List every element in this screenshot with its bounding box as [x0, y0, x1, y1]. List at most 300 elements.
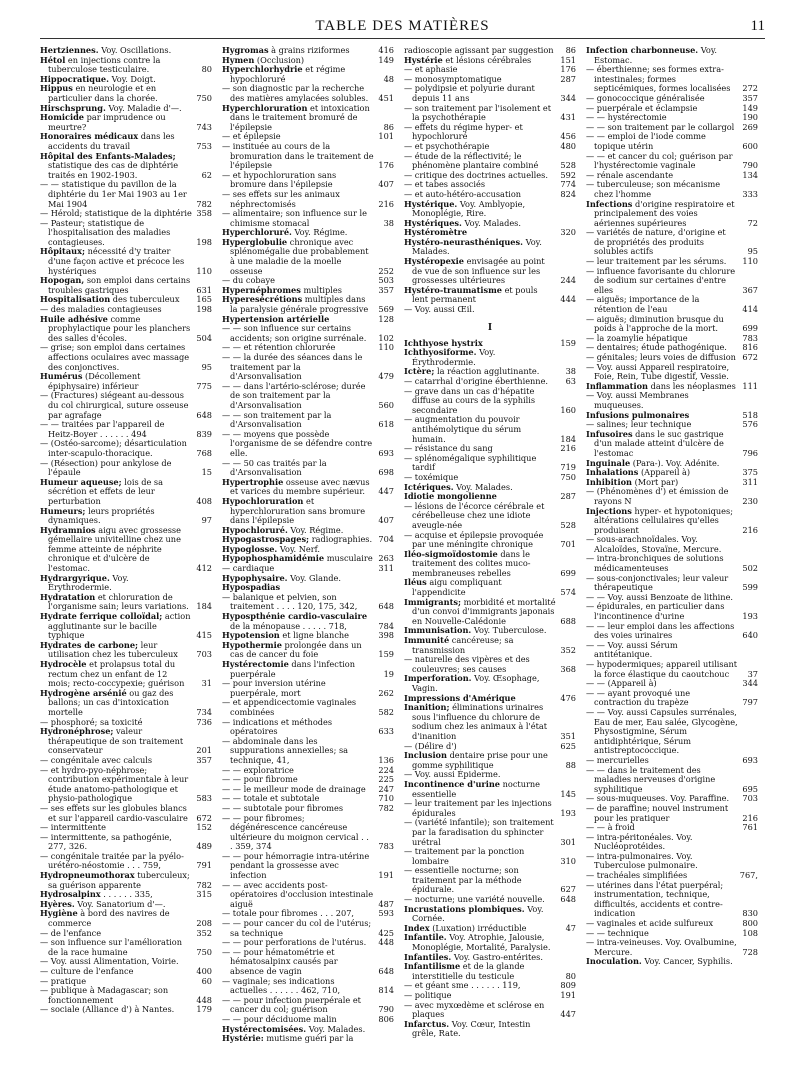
section-letter: I	[487, 322, 493, 333]
entry-text: — éberthienne; ses formes extra-intestinales; formes septicémiques, formes localisées	[586, 64, 731, 94]
entry-keyword: Inflammation	[586, 380, 648, 391]
index-entry	[586, 267, 758, 296]
index-entry	[40, 727, 212, 756]
entry-page-number: 576	[742, 419, 758, 430]
entry-page-number: 618	[378, 419, 394, 430]
entry-keyword: Infusoires	[586, 428, 633, 439]
entry-text: — Hérold; statistique de la diphtérie	[40, 208, 192, 219]
entry-text: — aiguës; importance de la rétention de l'eau	[586, 294, 700, 315]
entry-keyword: Hypogastrospages;	[222, 534, 310, 545]
entry-keyword: Hydrate ferrique colloïdal;	[40, 611, 163, 622]
index-entry	[404, 257, 576, 286]
entry-text: (Mort par)	[632, 476, 679, 487]
index-entry	[40, 180, 212, 209]
entry-text: cancéreuse; sa transmission	[412, 635, 514, 655]
entry-text: — pratique	[40, 975, 87, 986]
entry-page-number: 151	[560, 54, 576, 65]
entry-page-number: 782	[378, 802, 394, 813]
entry-text: statistique des cas de diphtérie traités en 1902-1903.	[48, 160, 179, 180]
entry-page-number: 252	[378, 265, 394, 276]
entry-page-number: 224	[378, 764, 394, 775]
entry-page-number: 412	[196, 563, 212, 574]
entry-keyword: Huile adhésive	[40, 313, 108, 324]
entry-text: — Voy. aussi Appareil respiratoire, Foie, Rein, Tube digestif, Vessie.	[586, 361, 730, 382]
entry-keyword: Hystérique.	[404, 198, 458, 209]
entry-keyword: Hystéro-traumatisme	[404, 284, 502, 295]
index-entry	[586, 507, 758, 536]
entry-page-number: 145	[560, 788, 576, 799]
entry-page-number: 775	[196, 380, 212, 391]
entry-text: mutisme guéri par la	[263, 1033, 354, 1044]
entry-keyword: Immigrants;	[404, 596, 461, 607]
entry-keyword: Incrustations plombiques.	[404, 903, 525, 914]
entry-keyword: Hyperchlorhydrie	[222, 64, 303, 75]
entry-keyword: Imperforation.	[404, 673, 472, 684]
entry-text: — tuberculeuse; son mécanisme chez l'homme	[586, 179, 721, 199]
entry-text: par imprudence ou meurtre?	[48, 112, 166, 132]
entry-text: Voy. Cœur, Intestin grêle, Rate.	[412, 1018, 531, 1039]
entry-text: tuberculeux; sa guérison apparente	[48, 870, 190, 890]
index-entry	[40, 641, 212, 660]
entry-page-number: 37	[747, 668, 758, 679]
entry-page-number: 750	[560, 471, 576, 482]
entry-keyword: Hypertension artérielle	[222, 313, 330, 324]
entry-keyword: Impressions d'Amérique	[404, 692, 516, 703]
entry-page-number: 15	[201, 467, 212, 478]
index-entry	[40, 315, 212, 344]
entry-page-number: 782	[196, 198, 212, 209]
entry-keyword: Injections	[586, 505, 632, 516]
index-entry	[586, 804, 758, 823]
entry-page-number: 244	[560, 275, 576, 286]
entry-text: — — dans l'artério-sclérose; durée de son traitement par la d'Arsonvalisation	[222, 380, 366, 410]
entry-page-number: 95	[747, 246, 758, 257]
entry-page-number: 743	[196, 121, 212, 132]
index-entry	[222, 1034, 394, 1044]
entry-keyword: Hydratation	[40, 591, 96, 602]
entry-page-number: 60	[201, 975, 212, 986]
entry-page-number: 110	[742, 256, 758, 267]
entry-text: — indications et méthodes opératoires	[222, 716, 333, 737]
entry-page-number: 230	[742, 495, 758, 506]
entry-text: éliminations urinaires sous l'influence du chlorure de sodium chez les animaux à l'état d'inanition	[412, 702, 548, 741]
entry-text: — nocturne; une variété nouvelle.	[404, 894, 545, 905]
entry-text: envisagée au point de vue de son influence sur les grossesses ultérieures	[412, 256, 545, 286]
entry-text: nécessité d'y traiter d'une façon active et précoce les hystériques	[48, 246, 185, 276]
entry-page-number: 703	[196, 649, 212, 660]
entry-keyword: Inanition;	[404, 702, 450, 713]
index-entry	[222, 641, 394, 660]
entry-keyword: Hypothermie	[222, 639, 282, 650]
entry-text: — totale pour fibromes . . . 207,	[222, 908, 355, 919]
entry-text: — — pour déciduome malin	[222, 1013, 337, 1024]
entry-keyword: Hyperchloruré.	[222, 227, 292, 238]
entry-text: Voy. Glande.	[287, 572, 341, 583]
entry-text: — critique des doctrines actuelles.	[404, 169, 548, 180]
entry-page-number: 38	[383, 217, 394, 228]
entry-page-number: 160	[560, 404, 576, 415]
entry-text: — — pour fibrome	[222, 774, 298, 785]
entry-text: — — 50 cas traités par la d'Arsonvalisation	[222, 457, 327, 478]
entry-text: et de la glande interstitielle du testicule	[412, 961, 525, 981]
entry-keyword: Immunisation.	[404, 625, 472, 636]
entry-text: — et hypochloruration sans bromure dans l'épilepsie	[222, 169, 337, 190]
index-entry	[404, 454, 576, 473]
entry-page-number: 672	[196, 812, 212, 823]
index-entry	[40, 439, 212, 458]
entry-page-number: 351	[560, 730, 576, 741]
entry-page-number: 791	[196, 860, 212, 871]
entry-page-number: 415	[196, 630, 212, 641]
entry-text: — — la durée des séances dans le traitement par la d'Arsonvalisation	[222, 352, 363, 382]
index-entry	[40, 986, 212, 1005]
entry-text: — instituée au cours de la bromuration dans le traitement de l'épilepsie	[222, 140, 374, 171]
entry-keyword: Hypochloruration	[222, 495, 304, 506]
entry-page-number: 184	[196, 601, 212, 612]
entry-page-number: 448	[378, 937, 394, 948]
index-entry	[40, 574, 212, 593]
entry-page-number: 128	[378, 313, 394, 324]
index-entry	[40, 372, 212, 391]
index-entry	[222, 698, 394, 717]
entry-keyword: Hystérectomisées.	[222, 1023, 307, 1034]
entry-page-number: 806	[378, 1013, 394, 1024]
entry-text: Voy. Maladie d'—.	[105, 102, 182, 113]
entry-page-number: 750	[196, 946, 212, 957]
entry-text: Voy. Malades.	[412, 236, 542, 257]
entry-page-number: 631	[196, 284, 212, 295]
index-entry	[40, 391, 212, 420]
entry-page-number: 648	[378, 966, 394, 976]
entry-page-number: 701	[560, 539, 576, 550]
entry-text: — intermittente	[40, 822, 106, 833]
entry-keyword: Hystérectomie	[222, 659, 289, 669]
index-entry	[586, 660, 758, 679]
entry-text: — cardiaque	[222, 563, 275, 574]
entry-page-number: 633	[378, 726, 394, 737]
entry-page-number: 315	[196, 889, 212, 900]
entry-page-number: 456	[560, 131, 576, 142]
entry-page-number: 179	[196, 1004, 212, 1015]
entry-text: et prolapsus total du rectum chez un enfant de 12 mois; recto-coccypexie; guérison	[48, 659, 185, 689]
index-entry	[586, 46, 758, 65]
entry-text: Voy. Cancer, Syphilis.	[641, 956, 733, 967]
entry-page-number: 582	[378, 706, 394, 717]
entry-page-number: 431	[560, 112, 576, 123]
entry-text: — gonococcique généralisée	[586, 92, 705, 103]
entry-page-number: 518	[742, 409, 758, 420]
entry-keyword: Incontinence d'urine	[404, 778, 501, 789]
entry-page-number: 216	[378, 198, 394, 209]
index-entry	[404, 152, 576, 171]
entry-page-number: 95	[201, 361, 212, 372]
entry-page-number: 262	[378, 687, 394, 698]
entry-page-number: 600	[742, 140, 758, 151]
entry-text: — lésions de l'écorce cérébrale et cérébelleuse chez une idiote aveugle-née	[404, 500, 545, 530]
entry-page-number: 528	[560, 160, 576, 171]
index-entry	[586, 602, 758, 621]
entry-page-number: 333	[742, 188, 758, 199]
entry-text: hyper- et hypotoniques; altérations cellulaires qu'elles produisent	[594, 505, 733, 535]
entry-text: — politique	[404, 990, 452, 1000]
index-entry	[40, 459, 212, 478]
entry-text: Voy. Nerf.	[277, 543, 320, 554]
entry-page-number: 375	[742, 467, 758, 478]
entry-text: Voy. Régime.	[291, 227, 348, 238]
entry-keyword: Hypochloruré.	[222, 524, 288, 535]
entry-page-number: 38	[565, 366, 576, 377]
index-entry	[404, 387, 576, 416]
entry-text: — et psychothérapie	[404, 140, 490, 151]
entry-page-number: 480	[560, 140, 576, 151]
entry-text: Voy. Malades.	[453, 481, 513, 492]
index-entry	[222, 919, 394, 938]
entry-keyword: Ictériques.	[404, 481, 454, 492]
entry-text: Voy. Estomac.	[594, 46, 717, 65]
entry-page-number: 416	[378, 46, 394, 55]
entry-keyword: Inguinale	[586, 457, 631, 468]
entry-page-number: 783	[742, 332, 758, 343]
entry-text: — — à froid	[586, 822, 635, 833]
entry-page-number: 447	[378, 486, 394, 497]
entry-text: lois de sa sécrétion et effets de leur perturbation	[48, 476, 164, 506]
entry-page-number: 287	[560, 73, 576, 84]
entry-text: — la zoamylie hépatique	[586, 332, 688, 343]
entry-text: — alimentaire; son influence sur le chimisme stomacal	[222, 208, 367, 228]
page-number: 11	[750, 18, 765, 34]
entry-page-number: 503	[378, 275, 394, 286]
entry-page-number: 101	[378, 131, 394, 142]
entry-keyword: Infections	[586, 198, 633, 209]
entry-keyword: Ichthyosiforme.	[404, 347, 477, 358]
index-entry	[404, 933, 576, 952]
entry-text: — — totale et subtotale	[222, 793, 320, 804]
entry-text: — et auto-hétéro-accusation	[404, 188, 522, 199]
entry-text: nocturne essentielle	[412, 778, 541, 799]
entry-page-number: 768	[196, 447, 212, 458]
entry-text: — acquise et épilepsie provoquée par une méningite chronique	[404, 529, 544, 550]
entry-text: — grise; son emploi dans certaines affections oculaires avec massage des conjonctives.	[40, 342, 190, 372]
entry-text: — de l'enfance	[40, 927, 102, 938]
entry-text: — monosymptomatique	[404, 73, 502, 84]
index-entry	[586, 641, 758, 660]
entry-page-number: 790	[742, 160, 758, 171]
entry-keyword: Humérus	[40, 371, 83, 382]
index-entry	[404, 655, 576, 674]
entry-keyword: Hygromas	[222, 46, 269, 55]
index-entry	[222, 190, 394, 209]
entry-page-number: 149	[742, 102, 758, 113]
index-entry	[404, 1020, 576, 1039]
entry-page-number: 574	[560, 587, 576, 598]
entry-page-number: 476	[560, 692, 576, 703]
entry-page-number: 504	[196, 332, 212, 343]
entry-page-number: 110	[378, 342, 394, 353]
entry-text: — Pasteur; statistique de l'hospitalisation des maladies contagieuses.	[40, 217, 171, 247]
entry-page-number: 627	[560, 884, 576, 895]
entry-keyword: Hopogan,	[40, 275, 85, 286]
entry-text: dans les accidents du travail	[48, 131, 175, 151]
entry-keyword: Inhibition	[586, 476, 632, 487]
entry-keyword: Inoculation.	[586, 956, 642, 967]
entry-text: Voy. Doigt.	[109, 73, 156, 84]
index-entry	[586, 152, 758, 171]
entry-page-number: 693	[742, 754, 758, 765]
index-entry	[586, 391, 758, 410]
entry-page-number: 703	[742, 793, 758, 804]
entry-text: et hyperchloruration sans bromure dans l'épilepsie	[230, 495, 366, 526]
entry-text: dans les néoplasmes	[647, 380, 736, 391]
entry-text: — trachéales simplifiées	[586, 870, 688, 881]
index-entry	[586, 852, 758, 871]
index-entry	[40, 247, 212, 276]
entry-page-number: 108	[742, 927, 758, 938]
entry-page-number: 736	[196, 716, 212, 727]
entry-page-number: 287	[560, 491, 576, 502]
entry-page-number: 734	[196, 706, 212, 717]
entry-page-number: 63	[565, 376, 576, 386]
page-header	[40, 12, 765, 36]
index-entry	[222, 497, 394, 526]
entry-page-number: 699	[742, 323, 758, 334]
entry-page-number: 367	[742, 284, 758, 295]
entry-keyword: Iléo-sigmoïdostomie	[404, 548, 498, 559]
entry-keyword: Hystéropexie	[404, 256, 465, 267]
entry-text: — et hydro-pyo-néphrose; contribution expérimentale à leur étude anatomo-pathologique et physio-pathologique	[40, 764, 189, 804]
entry-keyword: Hertziennes.	[40, 46, 99, 55]
entry-text: multiples dans la paralysie générale progressive	[230, 294, 369, 315]
entry-keyword: Hyères.	[40, 898, 75, 909]
index-entry	[222, 238, 394, 276]
entry-keyword: Hypospthénie cardio-vasculaire	[222, 611, 368, 622]
index-entry	[222, 478, 394, 497]
entry-page-number: 198	[196, 304, 212, 315]
entry-text: en injections contre la tuberculose testiculaire.	[48, 54, 161, 75]
index-entry	[40, 152, 212, 181]
entry-text: — augmentation du pouvoir antihémolytique du sérum humain.	[404, 414, 522, 444]
index-entry	[586, 833, 758, 852]
entry-text: — puerpérale et éclampsie	[586, 102, 698, 113]
entry-page-number: 86	[383, 121, 394, 132]
entry-text: comme prophylactique pour les planchers des salles d'écoles.	[48, 313, 191, 343]
entry-keyword: Hypertrophie	[222, 476, 284, 487]
entry-text: — son traitement par l'isolement et la psychothérapie	[404, 102, 552, 123]
entry-text: — — emploi de l'iode comme topique utérin	[586, 131, 706, 151]
index-entry	[40, 766, 212, 804]
entry-text: — congénitale avec calculs	[40, 754, 153, 765]
entry-text: — dentaires; étude pathogénique.	[586, 342, 727, 353]
entry-page-number: 310	[560, 855, 576, 866]
entry-text: — de paraffine; nouvel instrument pour les pratiquer	[586, 802, 729, 823]
entry-page-number: 352	[560, 644, 576, 655]
entry-keyword: Hypoglosse.	[222, 543, 278, 554]
entry-text: — abdominale dans les suppurations annexielles; sa technique, 41,	[222, 735, 349, 765]
index-entry	[586, 881, 758, 919]
entry-keyword: Hirschsprung.	[40, 102, 106, 113]
page-title: TABLE DES MATIÈRES	[315, 18, 490, 34]
index-entry	[404, 674, 576, 693]
index-entry	[404, 962, 576, 981]
entry-page-number: 592	[560, 169, 576, 180]
index-entry	[586, 689, 758, 708]
entry-text: ou gaz des ballons; un cas d'intoxication mortelle	[48, 687, 174, 717]
entry-page-number: 414	[742, 304, 758, 315]
index-column-4	[586, 46, 758, 1076]
entry-page-number: 247	[378, 783, 394, 794]
index-entry	[222, 814, 394, 852]
entry-page-number: 839	[196, 428, 212, 439]
index-entry	[586, 363, 758, 382]
entry-page-number: 311	[742, 476, 758, 487]
entry-text: radiographies.	[309, 534, 373, 545]
entry-page-number: 502	[742, 563, 758, 574]
entry-text: — et appendicectomie vaginales combinées	[222, 697, 357, 717]
entry-text: — Voy. aussi Épiderme.	[404, 769, 501, 780]
entry-text: la réaction agglutinante.	[434, 366, 540, 377]
entry-page-number: 487	[378, 898, 394, 909]
entry-keyword: Hôpitaux;	[40, 246, 85, 257]
entry-text: son emploi dans certains troubles gastriques	[48, 275, 191, 295]
entry-page-number: 193	[742, 611, 758, 622]
entry-page-number: 263	[378, 553, 394, 564]
index-entry	[404, 531, 576, 550]
entry-page-number: 47	[565, 922, 576, 933]
index-entry	[404, 123, 576, 142]
index-entry	[222, 948, 394, 977]
entry-text: — Voy. aussi Alimentation, Voirie.	[40, 956, 179, 967]
index-entry	[404, 578, 576, 597]
entry-text: — leur traitement par les injections épidurales	[404, 798, 552, 818]
entry-page-number: 80	[201, 64, 212, 75]
index-entry	[222, 881, 394, 910]
index-column-1	[40, 46, 212, 1076]
entry-keyword: Hypotension	[222, 630, 280, 641]
entry-text: — variétés de nature, d'origine et de propriétés des produits solubles actifs	[586, 227, 726, 257]
entry-text: — publique à Madagascar; son fonctionnement	[40, 985, 169, 1005]
index-entry	[40, 507, 212, 526]
index-entry	[404, 238, 576, 257]
entry-page-number: 176	[560, 64, 576, 75]
entry-keyword: Hypophosphamidémie	[222, 553, 325, 564]
entry-text: dans le suc gastrique d'un malade atteint d'ulcère de l'estomac	[594, 428, 724, 458]
entry-page-number: 728	[742, 946, 758, 957]
entry-text: — — et rétention chlorurée	[222, 342, 336, 353]
entry-text: osseuse avec nævus et varices du membre supérieur.	[230, 476, 370, 497]
entry-text: — intra-péritonéales. Voy. Nucléoprotéides.	[586, 831, 693, 852]
entry-page-number: 190	[742, 112, 758, 123]
entry-keyword: Hydronéphrose;	[40, 726, 114, 737]
entry-page-number: 198	[196, 236, 212, 247]
index-entry	[404, 799, 576, 818]
index-entry	[222, 459, 394, 478]
entry-keyword: Homicide	[40, 112, 84, 123]
entry-text: — hypodermiques; appareil utilisant la force élastique du caoutchouc	[586, 659, 738, 679]
entry-text: — sous-conjonctivales; leur valeur thérapeutique	[586, 572, 729, 593]
entry-keyword: Infantilisme	[404, 961, 461, 972]
entry-page-number: 311	[378, 563, 394, 574]
entry-keyword: Inhalations	[586, 467, 639, 478]
entry-keyword: Hyperglobulie	[222, 236, 288, 247]
index-entry	[586, 554, 758, 573]
entry-page-number: 479	[378, 371, 394, 382]
entry-text: — influence favorisante du chlorure de sodium sur certaines d'entre elles	[586, 265, 736, 295]
entry-text: — (variété infantile); son traitement par la faradisation du sphincter urétral	[404, 817, 554, 847]
entry-page-number: 710	[378, 793, 394, 804]
index-entry	[586, 65, 758, 94]
entry-text: — balanique et pelvien, son traitement . . . . 120, 175, 342,	[222, 591, 358, 612]
entry-page-number: 816	[742, 342, 758, 353]
entry-page-number: 688	[560, 615, 576, 626]
